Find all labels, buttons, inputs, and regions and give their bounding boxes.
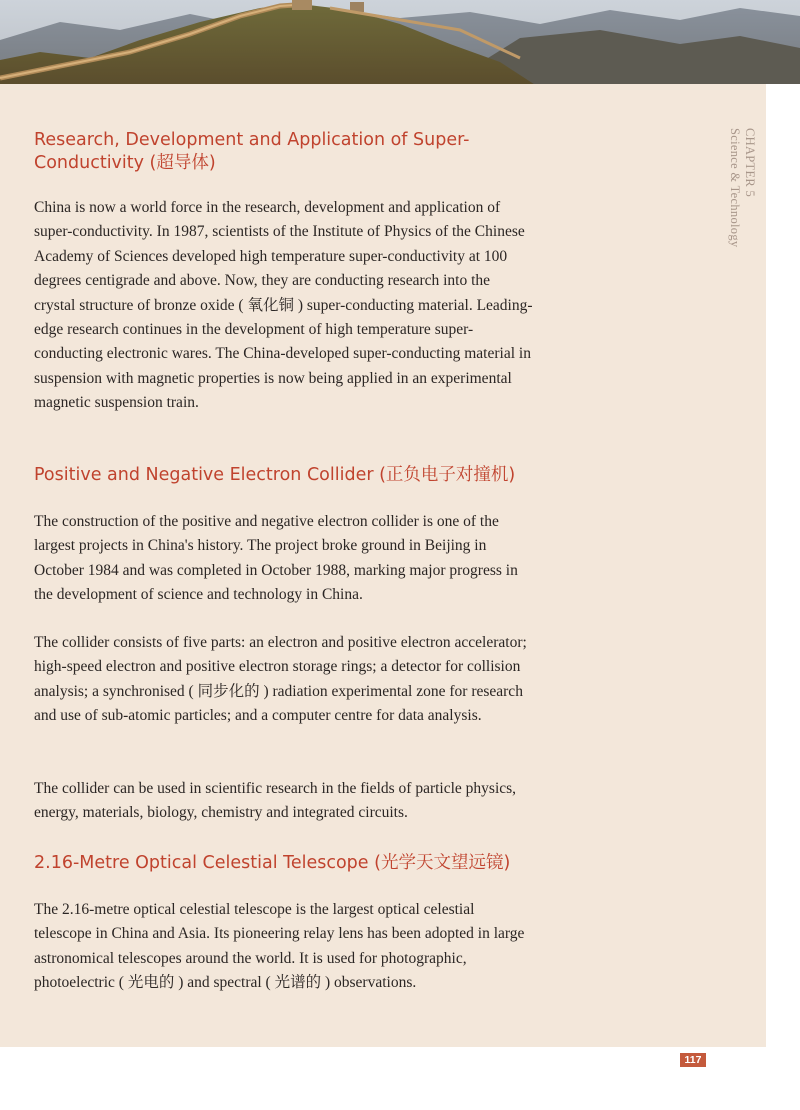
section-title-line-2: Conductivity (超导体) bbox=[34, 153, 216, 173]
paragraph-telescope: The 2.16-metre optical celestial telescope is the largest optical celestial telescope in China and Asia. Its pioneering relay lens has been adopted in large astronomical telescopes around the world. It is used for photographic, photoelectric ( 光电的 ) and spectral ( 光谱的 ) observations. bbox=[34, 901, 525, 992]
paragraph-collider-parts: The collider consists of five parts: an electron and positive electron accelerator; high-speed electron and positive electron storage rings; a detector for collision analysis; a synchronised ( 同步化的 ) radiation experimental zone for research and use of sub-atomic particles; and a computer centre for data analysis. bbox=[34, 634, 527, 725]
section-title-line-1: Research, Development and Application of Super- bbox=[34, 130, 470, 150]
chapter-label: CHAPTER 5 bbox=[743, 128, 757, 198]
chapter-side-label bbox=[727, 128, 757, 247]
section-title-telescope: 2.16-Metre Optical Celestial Telescope (光学天文望远镜) bbox=[34, 853, 511, 873]
chapter-subject: Science & Technology bbox=[728, 128, 742, 248]
paragraph-collider-construction: The construction of the positive and negative electron collider is one of the largest projects in China's history. The project broke ground in Beijing in October 1984 and was completed in October 1988, marking major progress in the development of science and technology in China. bbox=[34, 513, 518, 604]
great-wall-banner-image bbox=[0, 0, 800, 88]
paragraph-collider-uses: The collider can be used in scientific research in the fields of particle physics, energy, materials, biology, chemistry and integrated circuits. bbox=[34, 780, 517, 822]
mountain-landscape-illustration bbox=[0, 0, 800, 88]
section-title-superconductivity bbox=[34, 129, 470, 175]
page-number-badge: 117 bbox=[680, 1053, 706, 1067]
page-margin-strip bbox=[766, 84, 800, 1047]
paragraph-superconductivity: China is now a world force in the research, development and application of super-conductivity. In 1987, scientists of the Institute of Physics of the Chinese Academy of Sciences developed high temperature super-conductivity at 100 degrees centigrade and above. Now, they are conducting research into the crystal structure of bronze oxide ( 氧化铜 ) super-conducting material. Leading-edge research continues in the development of high temperature super-conducting electronic wares. The China-developed super-conducting material in suspension with magnetic properties is now being applied in an experimental magnetic suspension train. bbox=[34, 199, 533, 412]
section-title-electron-collider: Positive and Negative Electron Collider (正负电子对撞机) bbox=[34, 465, 516, 485]
